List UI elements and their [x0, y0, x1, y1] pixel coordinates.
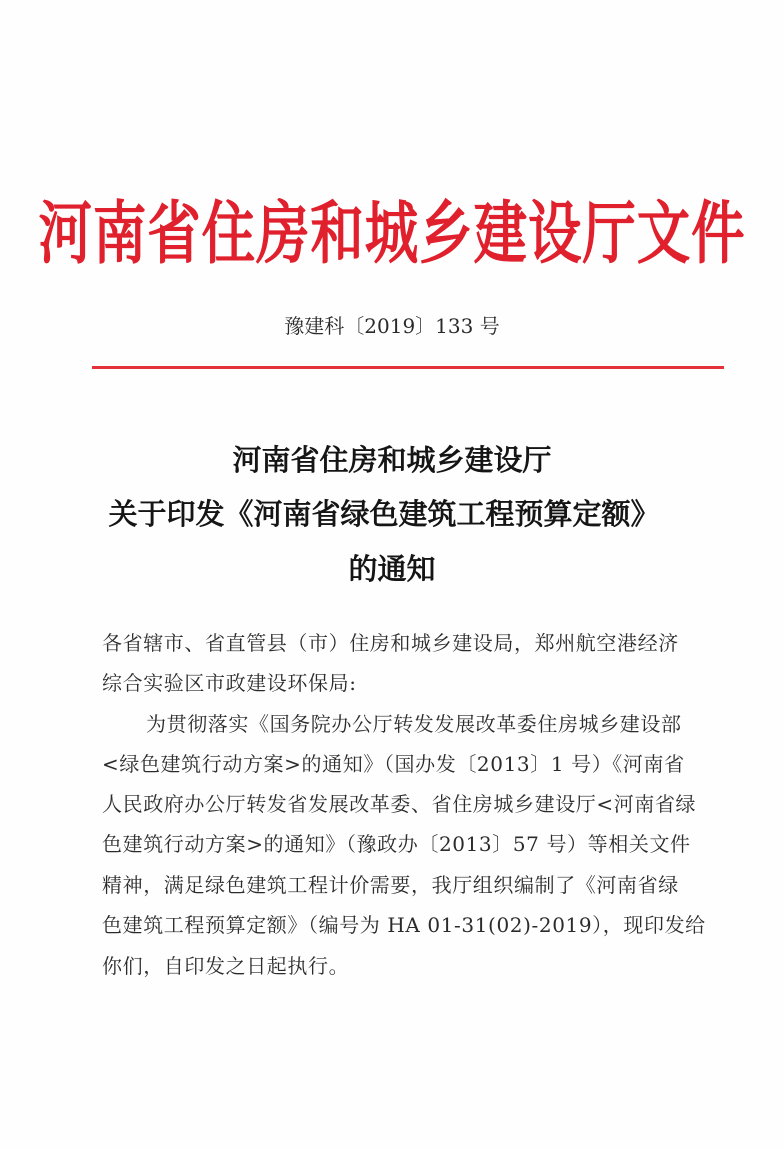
paragraph-line: 人民政府办公厅转发省发展改革委、省住房城乡建设厅<河南省绿: [102, 792, 697, 816]
document-number: 豫建科〔2019〕133 号: [284, 314, 500, 338]
title-line-3: 的通知: [348, 552, 436, 586]
paragraph-line: 你们，自印发之日起执行。: [102, 954, 350, 978]
paragraph-line: 精神，满足绿色建筑工程计价需要，我厅组织编制了《河南省绿: [102, 873, 679, 897]
paragraph-line: 色建筑行动方案>的通知》（豫政办〔2013〕57 号）等相关文件: [102, 832, 691, 856]
title-line-2: 关于印发《河南省绿色建筑工程预算定额》: [108, 497, 660, 531]
red-divider-rule: [92, 366, 724, 369]
paragraph-line: <绿色建筑行动方案>的通知》（国办发〔2013〕1 号）《河南省: [102, 752, 685, 776]
salutation-line-1: 各省辖市、省直管县（市）住房和城乡建设局，郑州航空港经济: [102, 631, 679, 655]
issuer-banner: 河南省住房和城乡建设厅文件: [38, 193, 746, 274]
salutation-line-2: 综合实验区市政建设环保局:: [102, 671, 357, 695]
paragraph-line: 色建筑工程预算定额》（编号为 HA 01-31(02)-2019），现印发给: [102, 913, 706, 937]
paragraph-line: 为贯彻落实《国务院办公厅转发发展改革委住房城乡建设部: [146, 712, 682, 736]
title-line-1: 河南省住房和城乡建设厅: [232, 443, 552, 477]
